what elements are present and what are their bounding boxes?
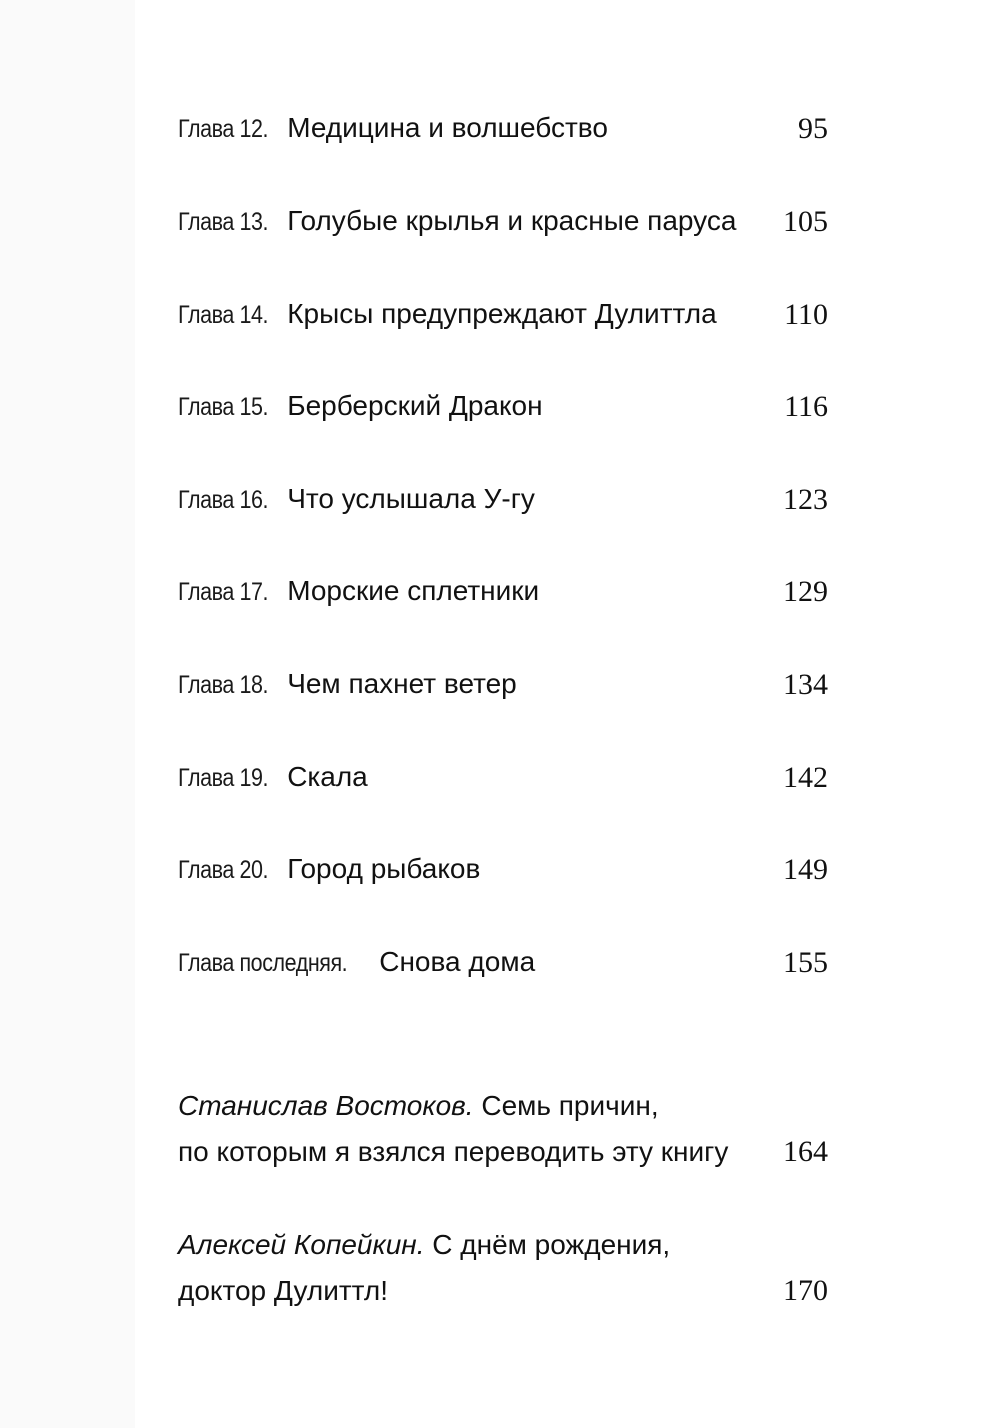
toc-entry-chapter-12 [178, 112, 828, 152]
essay-title-line2: по которым я взялся переводить эту книгу [178, 1136, 729, 1167]
toc-entry-chapter-16 [178, 483, 828, 523]
chapter-number: Глава 20. [178, 856, 269, 884]
page-number: 110 [784, 298, 828, 331]
essay-author: Станислав Востоков. [178, 1090, 474, 1121]
toc-entry-chapter-13 [178, 205, 828, 245]
toc-entry-essay-vostokov [178, 1083, 828, 1175]
page-number: 170 [783, 1274, 828, 1307]
page-number: 155 [783, 946, 828, 979]
page-number: 116 [784, 390, 828, 423]
page-number: 129 [783, 575, 828, 608]
toc-entry-chapter-18 [178, 668, 828, 708]
page-number: 95 [798, 112, 828, 145]
toc-entry-chapter-15 [178, 390, 828, 430]
page-number: 134 [783, 668, 828, 701]
toc-entry-chapter-20 [178, 853, 828, 893]
page-number: 123 [783, 483, 828, 516]
page-number: 164 [783, 1135, 828, 1168]
essay-title-line2: доктор Дулиттл! [178, 1275, 388, 1306]
chapter-number: Глава 13. [178, 208, 269, 236]
chapter-number: Глава 12. [178, 115, 269, 143]
toc-entry-essay-kopeikin [178, 1222, 828, 1314]
chapter-number: Глава 15. [178, 393, 269, 421]
essay-author: Алексей Копейкин. [178, 1229, 425, 1260]
chapter-number: Глава 17. [178, 578, 269, 606]
chapter-number: Глава 16. [178, 486, 269, 514]
chapter-title: Берберский Дракон [287, 390, 543, 421]
toc-entry-chapter-19 [178, 761, 828, 801]
toc-entry-chapter-14 [178, 298, 828, 338]
chapter-number: Глава 18. [178, 671, 269, 699]
toc-entry-chapter-last [178, 946, 828, 986]
chapter-title: Морские сплетники [287, 575, 540, 606]
chapter-number: Глава последняя. [178, 949, 348, 977]
essay-title-line1: С днём рождения, [432, 1229, 671, 1260]
chapter-title: Медицина и волшебство [287, 112, 608, 143]
page-number: 142 [783, 761, 828, 794]
chapter-title: Снова дома [379, 946, 536, 977]
chapter-title: Чем пахнет ветер [287, 668, 517, 699]
essay-title-line1: Семь причин, [481, 1090, 659, 1121]
chapter-title: Голубые крылья и красные паруса [287, 205, 737, 236]
page-number: 149 [783, 853, 828, 886]
chapter-title: Что услышала У-гу [287, 483, 535, 514]
chapter-title: Город рыбаков [287, 853, 481, 884]
chapter-title: Крысы предупреждают Дулиттла [287, 298, 717, 329]
toc-entry-chapter-17 [178, 575, 828, 615]
page-number: 105 [783, 205, 828, 238]
chapter-title: Скала [287, 761, 368, 792]
chapter-number: Глава 14. [178, 301, 269, 329]
chapter-number: Глава 19. [178, 764, 269, 792]
